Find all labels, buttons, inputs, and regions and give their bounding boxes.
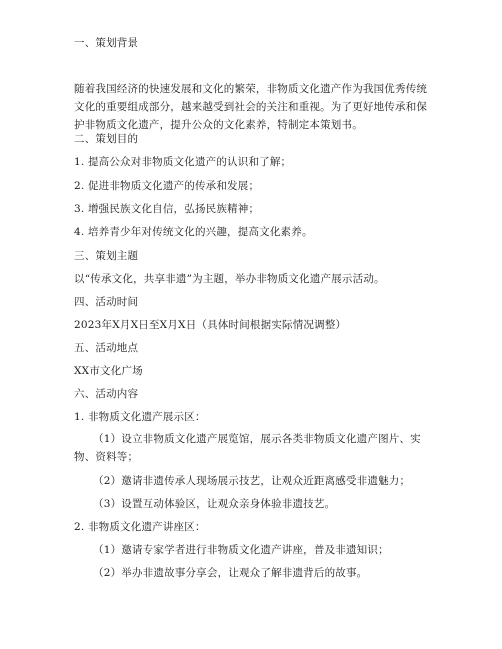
section-heading-time: 四、活动时间	[74, 296, 139, 308]
section-heading-theme: 三、策划主题	[74, 250, 139, 262]
time-paragraph: 2023年X月X日至X月X日（具体时间根据实际情况调整）	[74, 319, 347, 331]
content-item-2-sub-1: （1）邀请专家学者进行非物质文化遗产讲座，普及非遗知识；	[93, 544, 389, 556]
section-heading-background: 一、策划背景	[74, 37, 139, 49]
content-item-1-sub-3: （3）设置互动体验区，让观众亲身体验非遗技艺。	[93, 498, 336, 510]
section-heading-location: 五、活动地点	[74, 342, 139, 354]
content-item-1: 1. 非物质文化遗产展示区：	[74, 411, 206, 423]
purpose-item-1: 1. 提高公众对非物质文化遗产的认识和了解；	[74, 156, 292, 168]
background-paragraph: 随着我国经济的快速发展和文化的繁荣，非物质文化遗产作为我国优秀传统文化的重要组成部分，越来越受到社会的关注和重视。为了更好地传承和保护非物质文化遗产，提升公众的文化素养，特制定本策划书。	[74, 83, 428, 131]
content-item-1-sub-2: （2）邀请非遗传承人现场展示技艺，让观众近距离感受非遗魅力；	[93, 475, 411, 487]
section-heading-content: 六、活动内容	[74, 388, 139, 400]
content-item-2: 2. 非物质文化遗产讲座区：	[74, 521, 206, 533]
purpose-item-2: 2. 促进非物质文化遗产的传承和发展；	[74, 180, 260, 192]
content-item-2-sub-2: （2）举办非遗故事分享会，让观众了解非遗背后的故事。	[93, 567, 368, 579]
section-heading-purpose: 二、策划目的	[74, 133, 139, 145]
location-paragraph: XX市文化广场	[74, 365, 143, 377]
content-item-1-sub-1: （1）设立非物质文化遗产展览馆，展示各类非物质文化遗产图片、实物、资料等；	[74, 433, 421, 463]
purpose-item-4: 4. 培养青少年对传统文化的兴趣，提高文化素养。	[74, 226, 313, 238]
theme-paragraph: 以“传承文化，共享非遗”为主题，举办非物质文化遗产展示活动。	[74, 273, 385, 285]
purpose-item-3: 3. 增强民族文化自信，弘扬民族精神；	[74, 203, 260, 215]
